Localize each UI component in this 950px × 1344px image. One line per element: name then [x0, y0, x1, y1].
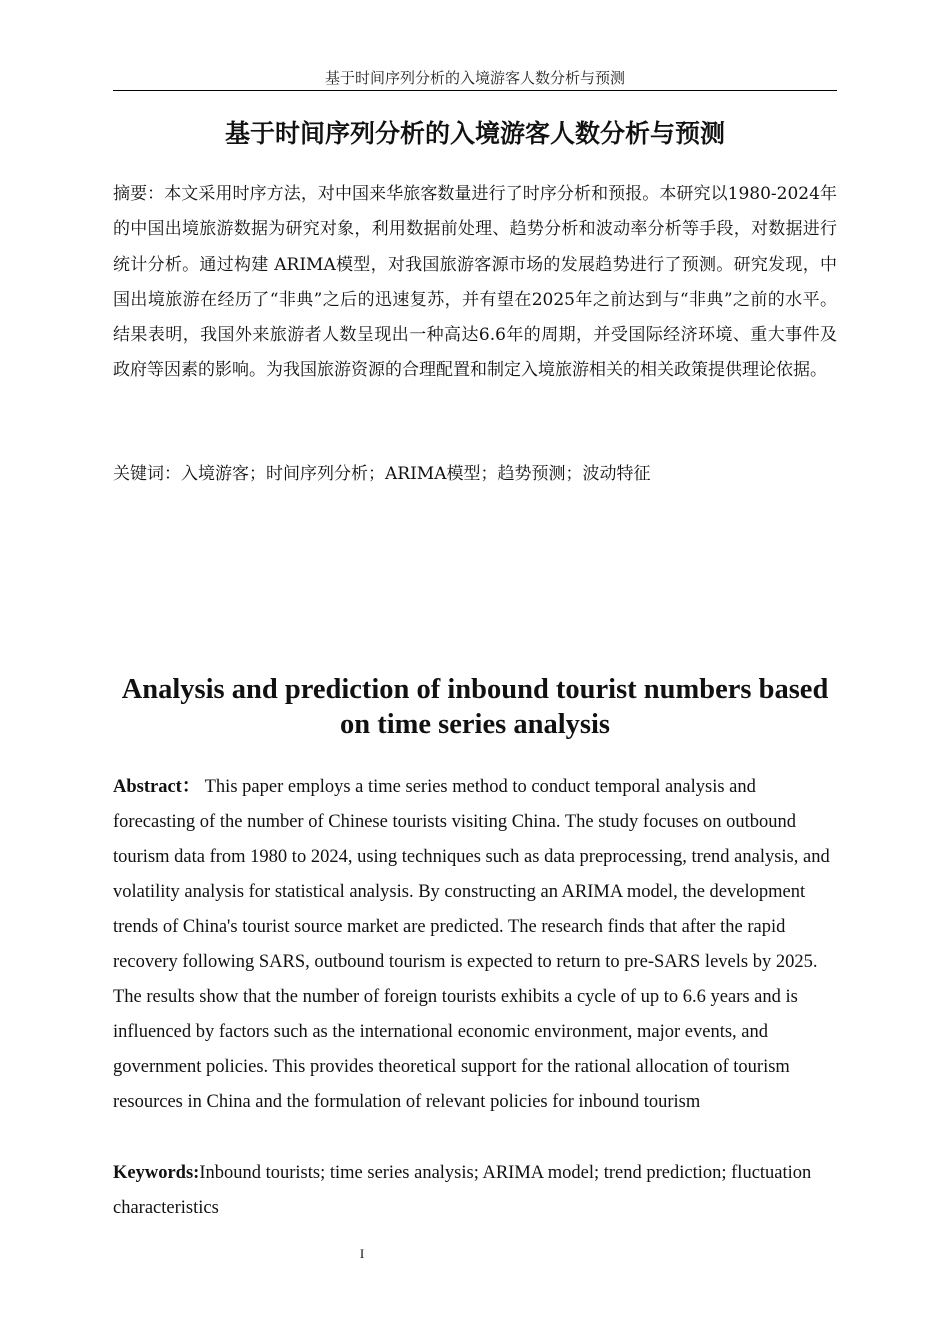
chinese-title: 基于时间序列分析的入境游客人数分析与预测 — [224, 119, 725, 148]
english-keywords — [113, 1156, 837, 1226]
chinese-abstract-text: 本文采用时序方法，对中国来华旅客数量进行了时序分析和预报。本研究以1980-2024年的中国出境旅游数据为研究对象，利用数据前处理、趋势分析和波动率分析等手段，对数据进行统计分析。通过构建 ARIMA模型，对我国旅游客源市场的发展趋势进行了预测。研究发现，中国出境旅游在经历了“非典”之后的迅速复苏，并有望在2025年之前达到与“非典”之前的水平。结果表明，我国外来旅游者人数呈现出一种高达6.6年的周期，并受国际经济环境、重大事件及政府等因素的影响。为我国旅游资源的合理配置和制定入境旅游相关的相关政策提供理论依据。 — [113, 184, 838, 381]
english-keywords-label: Keywords: — [113, 1163, 200, 1183]
chinese-abstract-label: 摘要： — [113, 184, 165, 204]
chinese-keywords-text: 入境游客；时间序列分析；ARIMA模型；趋势预测；波动特征 — [181, 464, 651, 484]
running-header: 基于时间序列分析的入境游客人数分析与预测 — [113, 68, 837, 91]
english-abstract-text: This paper employs a time series method to conduct temporal analysis and forecasting of the number of Chinese tourists visiting China. The study focuses on outbound tourism data from 1980 to 2024, using techniques such as data preprocessing, trend analysis, and volatility analysis for statistical analysis. By constructing an ARIMA model, the development trends of China's tourist source market are predicted. The research finds that after the rapid recovery following SARS, outbound tourism is expected to return to pre-SARS levels by 2025. The results show that the number of foreign tourists exhibits a cycle of up to 6.6 years and is influenced by factors such as the international economic environment, major events, and government policies. This provides theoretical support for the rational allocation of tourism resources in China and the formulation of relevant policies for inbound tourism — [113, 777, 830, 1112]
english-keywords-text: Inbound tourists; time series analysis; ARIMA model; trend prediction; fluctuation characteristics — [113, 1163, 812, 1218]
chinese-keywords-label: 关键词： — [113, 464, 181, 484]
chinese-abstract — [113, 177, 837, 389]
english-abstract-label: Abstract： — [113, 777, 201, 797]
page-number: I — [359, 1246, 365, 1261]
english-title: Analysis and prediction of inbound tourist numbers based on time series analysis — [121, 674, 829, 740]
chinese-keywords — [113, 458, 837, 490]
english-abstract — [113, 770, 837, 1120]
